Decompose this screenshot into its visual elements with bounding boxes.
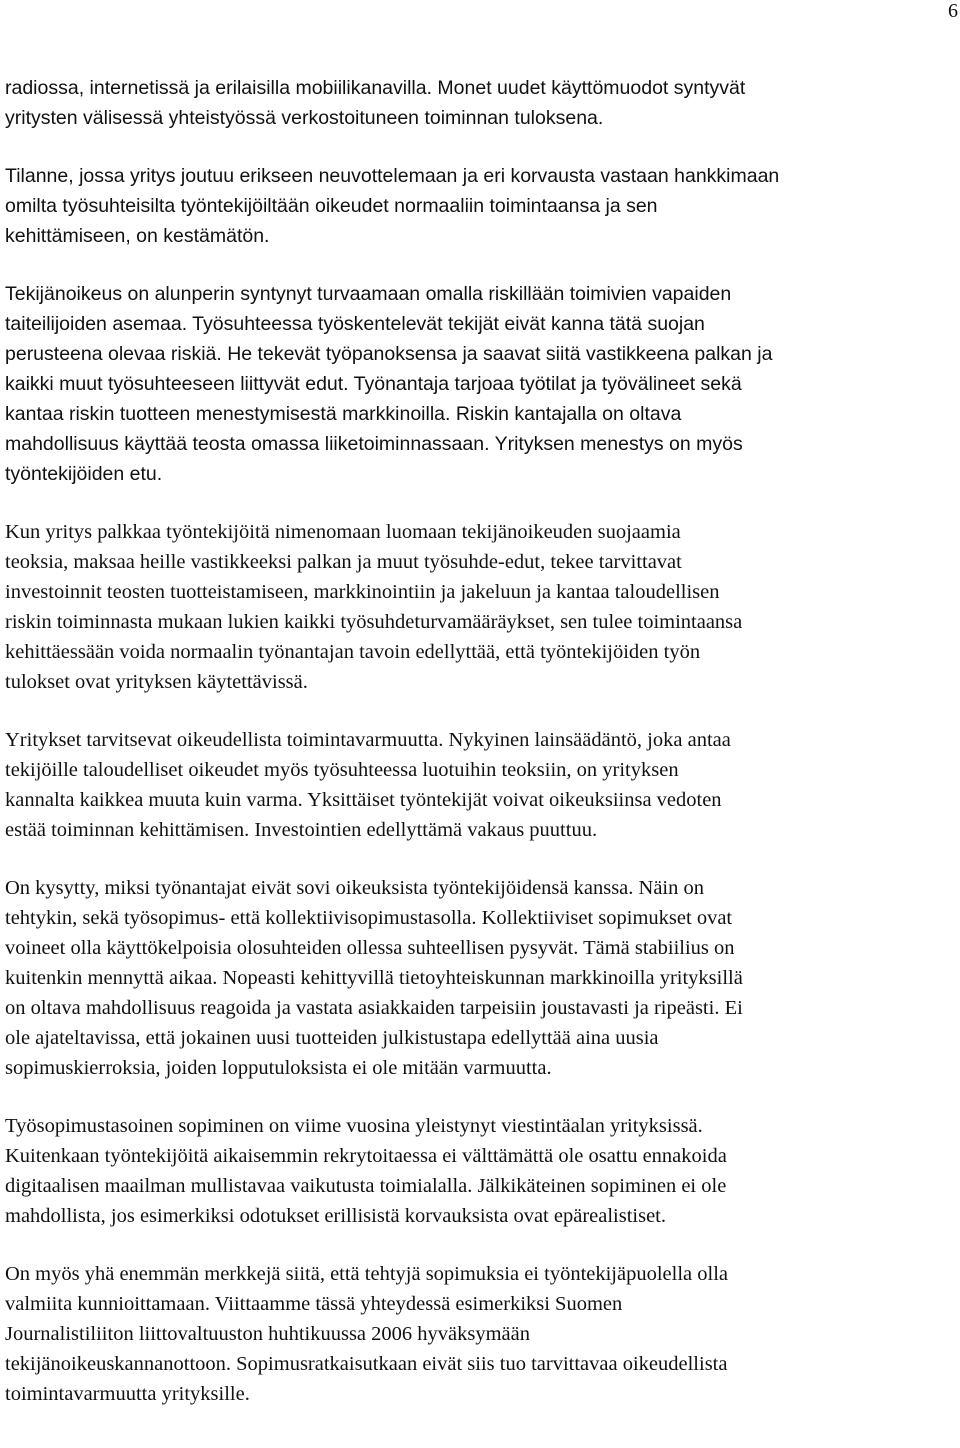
text-line: digitaalisen maailman mullistavaa vaikutusta toimialalla. Jälkikäteinen sopiminen ei ole <box>5 1175 727 1197</box>
text-line: sopimuskierroksia, joiden lopputuloksista ei ole mitään varmuutta. <box>5 1057 552 1079</box>
paragraph-2 <box>5 161 955 251</box>
text-line: tekijöille taloudelliset oikeudet myös työsuhteessa luotuihin teoksiin, on yrityksen <box>5 759 679 781</box>
text-line: taiteilijoiden asemaa. Työsuhteessa työskentelevät tekijät eivät kanna tätä suojan <box>5 313 705 335</box>
text-line: investoinnit teosten tuotteistamiseen, markkinointiin ja jakeluun ja kantaa taloudellisen <box>5 581 720 603</box>
text-line: ole ajateltavissa, että jokainen uusi tuotteiden julkistustapa edellyttää aina uusia <box>5 1027 659 1049</box>
text-line: toimintavarmuutta yrityksille. <box>5 1383 250 1405</box>
text-line: yritysten välisessä yhteistyössä verkostoituneen toiminnan tuloksena. <box>5 107 604 129</box>
text-line: työntekijöiden etu. <box>5 463 163 485</box>
text-line: kehittäessään voida normaalin työnantajan tavoin edellyttää, että työntekijöiden työn <box>5 641 701 663</box>
paragraph-6 <box>5 873 955 1083</box>
text-line: Yritykset tarvitsevat oikeudellista toimintavarmuutta. Nykyinen lainsäädäntö, joka antaa <box>5 729 731 751</box>
text-line: omilta työsuhteisilta työntekijöiltään oikeudet normaaliin toimintaansa ja sen <box>5 195 658 217</box>
text-line: Kuitenkaan työntekijöitä aikaisemmin rekrytoitaessa ei välttämättä ole osattu ennakoida <box>5 1145 727 1167</box>
paragraph-1 <box>5 73 955 133</box>
text-line: teoksia, maksaa heille vastikkeeksi palkan ja muut työsuhde-edut, tekee tarvittavat <box>5 551 682 573</box>
text-line: on oltava mahdollisuus reagoida ja vastata asiakkaiden tarpeisiin joustavasti ja ripeästi. Ei <box>5 997 743 1019</box>
text-line: mahdollisuus käyttää teosta omassa liiketoiminnassaan. Yrityksen menestys on myös <box>5 433 743 455</box>
text-line: kannalta kaikkea muuta kuin varma. Yksittäiset työntekijät voivat oikeuksiinsa vedoten <box>5 789 722 811</box>
text-line: Kun yritys palkkaa työntekijöitä nimenomaan luomaan tekijänoikeuden suojaamia <box>5 521 681 543</box>
text-line: estää toiminnan kehittämisen. Investointien edellyttämä vakaus puuttuu. <box>5 819 598 841</box>
text-line: kehittämiseen, on kestämätön. <box>5 225 270 247</box>
text-line: kaikki muut työsuhteeseen liittyvät edut. Työnantaja tarjoaa työtilat ja työvälineet sekä <box>5 373 742 395</box>
text-line: tekijänoikeuskannanottoon. Sopimusratkaisutkaan eivät siis tuo tarvittavaa oikeudellista <box>5 1353 728 1375</box>
paragraph-8 <box>5 1259 955 1409</box>
text-line: valmiita kunnioittamaan. Viittaamme tässä yhteydessä esimerkiksi Suomen <box>5 1293 623 1315</box>
text-line: Työsopimustasoinen sopiminen on viime vuosina yleistynyt viestintäalan yrityksissä. <box>5 1115 703 1137</box>
text-line: kantaa riskin tuotteen menestymisestä markkinoilla. Riskin kantajalla on oltava <box>5 403 682 425</box>
text-line: perusteena olevaa riskiä. He tekevät työpanoksensa ja saavat siitä vastikkeena palkan ja <box>5 343 773 365</box>
text-line: riskin toiminnasta mukaan lukien kaikki työsuhdeturvamääräykset, sen tulee toimintaansa <box>5 611 743 633</box>
page-number: 6 <box>948 0 958 22</box>
text-line: kuitenkin mennyttä aikaa. Nopeasti kehittyvillä tietoyhteiskunnan markkinoilla yrityksillä <box>5 967 743 989</box>
paragraph-4 <box>5 517 955 697</box>
text-line: On kysytty, miksi työnantajat eivät sovi oikeuksista työntekijöidensä kanssa. Näin on <box>5 877 704 899</box>
text-line: On myös yhä enemmän merkkejä siitä, että tehtyjä sopimuksia ei työntekijäpuolella olla <box>5 1263 729 1285</box>
text-line: Tilanne, jossa yritys joutuu erikseen neuvottelemaan ja eri korvausta vastaan hankkimaan <box>5 165 780 187</box>
document-body <box>5 73 955 1409</box>
text-line: Journalistiliiton liittovaltuuston huhtikuussa 2006 hyväksymään <box>5 1323 531 1345</box>
text-line: tulokset ovat yrityksen käytettävissä. <box>5 671 308 693</box>
text-line: tehtykin, sekä työsopimus- että kollektiivisopimustasolla. Kollektiiviset sopimukset ovat <box>5 907 733 929</box>
text-line: Tekijänoikeus on alunperin syntynyt turvaamaan omalla riskillään toimivien vapaiden <box>5 283 732 305</box>
text-line: mahdollista, jos esimerkiksi odotukset erillisistä korvauksista ovat epärealistiset. <box>5 1205 667 1227</box>
paragraph-7 <box>5 1111 955 1231</box>
paragraph-5 <box>5 725 955 845</box>
paragraph-3 <box>5 279 955 489</box>
text-line: radiossa, internetissä ja erilaisilla mobiilikanavilla. Monet uudet käyttömuodot syntyvät <box>5 77 746 99</box>
text-line: voineet olla käyttökelpoisia olosuhteiden ollessa suhteellisen pysyvät. Tämä stabiilius on <box>5 937 735 959</box>
